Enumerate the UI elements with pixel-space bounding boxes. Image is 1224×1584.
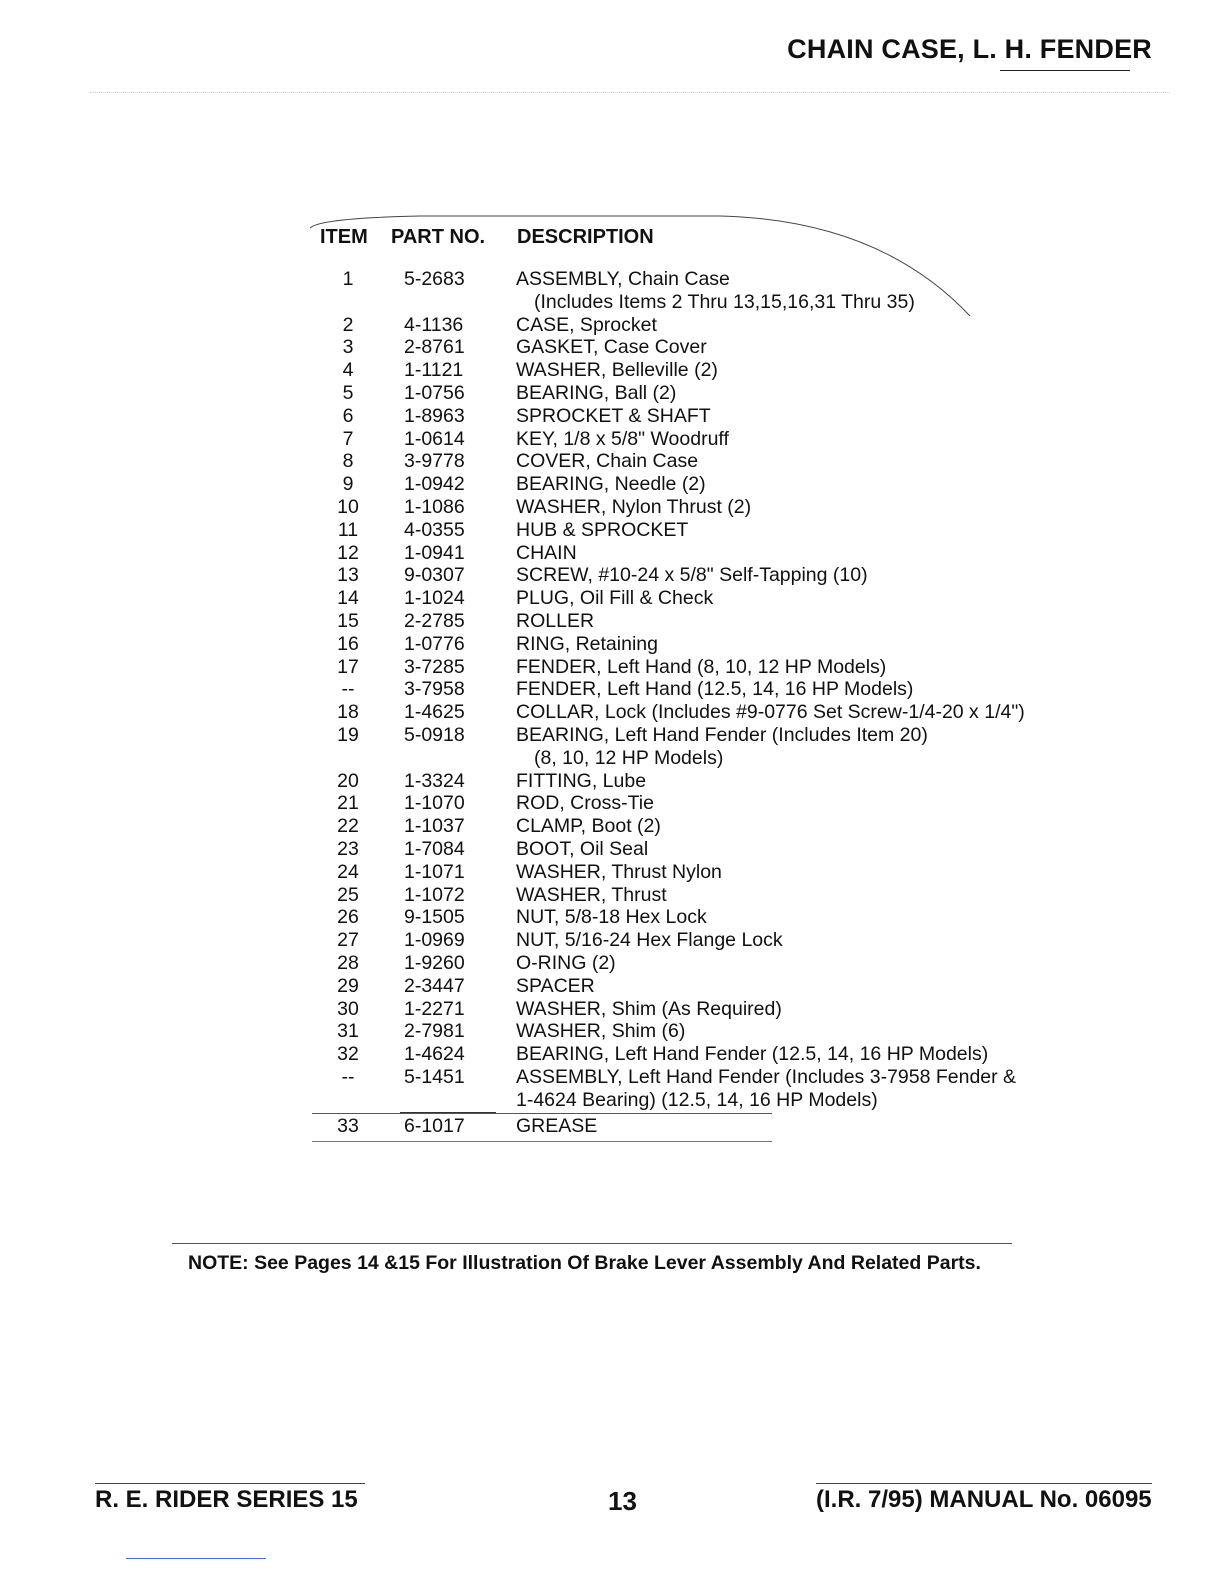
part-description-block	[516, 450, 698, 473]
part-description: BEARING, Needle (2)	[516, 473, 706, 496]
item-number: 22	[337, 815, 359, 838]
part-number: 3-9778	[404, 450, 465, 473]
part-number: 1-0614	[404, 427, 465, 450]
part-description-block	[516, 975, 595, 998]
footer-right-rule	[816, 1483, 1152, 1484]
part-description: ROD, Cross-Tie	[516, 792, 654, 815]
table-row	[312, 450, 1052, 473]
part-number: 5-1451	[404, 1065, 465, 1088]
part-description-continuation: (8, 10, 12 HP Models)	[534, 746, 724, 769]
part-description: SCREW, #10-24 x 5/8" Self-Tapping (10)	[516, 564, 868, 587]
part-description: FENDER, Left Hand (8, 10, 12 HP Models)	[516, 655, 887, 678]
table-row	[312, 1066, 1052, 1112]
part-description: GASKET, Case Cover	[516, 336, 707, 359]
table-row	[312, 792, 1052, 815]
table-row	[312, 633, 1052, 656]
part-number: 9-0307	[404, 564, 465, 587]
part-number: 3-7958	[404, 678, 465, 701]
part-description-block	[516, 473, 706, 496]
part-description: O-RING (2)	[516, 951, 616, 974]
table-row	[312, 861, 1052, 884]
part-description: BEARING, Ball (2)	[516, 381, 677, 404]
part-description-block	[516, 701, 1025, 724]
part-description-block	[516, 587, 713, 610]
part-description: COVER, Chain Case	[516, 450, 699, 473]
part-description-block	[516, 656, 886, 679]
table-row	[312, 929, 1052, 952]
part-description: SPACER	[516, 974, 595, 997]
part-description: BOOT, Oil Seal	[516, 837, 649, 860]
item-number: 17	[337, 655, 359, 678]
part-description: COLLAR, Lock (Includes #9-0776 Set Screw-1/4-20 x 1/4")	[516, 701, 1025, 724]
table-row	[312, 701, 1052, 724]
part-description: RING, Retaining	[516, 632, 658, 655]
part-number: 9-1505	[404, 906, 465, 929]
item-number: 30	[337, 997, 359, 1020]
item-number: 1	[342, 268, 354, 290]
part-number: 4-0355	[404, 518, 465, 541]
part-description-block	[516, 678, 913, 701]
part-number: 2-7981	[404, 1020, 465, 1043]
part-number: 2-8761	[404, 336, 465, 359]
item-number: 12	[337, 541, 359, 564]
part-number: 1-8963	[404, 404, 465, 427]
part-description: ROLLER	[516, 609, 595, 632]
footer-series-label: R. E. RIDER SERIES 15	[95, 1486, 358, 1513]
part-description-continuation: 1-4624 Bearing) (12.5, 14, 16 HP Models)	[516, 1088, 878, 1111]
part-description-block	[516, 929, 783, 952]
item-number: 14	[337, 587, 359, 610]
part-number: 1-1070	[404, 792, 465, 815]
part-description: SPROCKET & SHAFT	[516, 404, 711, 427]
part-description-block	[516, 359, 718, 382]
item-number: 31	[337, 1020, 359, 1043]
part-description-block	[516, 815, 661, 838]
table-row	[312, 998, 1052, 1021]
part-description: ASSEMBLY, Chain Case	[516, 268, 730, 290]
table-row	[312, 542, 1052, 565]
part-number: 3-7285	[404, 655, 465, 678]
table-row	[312, 496, 1052, 519]
table-row	[312, 405, 1052, 428]
part-number: 1-4625	[404, 701, 465, 724]
part-description-block	[516, 519, 688, 542]
item-number: 4	[342, 359, 354, 382]
part-number: 1-2271	[404, 997, 465, 1020]
item-number: 20	[337, 769, 359, 792]
table-row	[312, 838, 1052, 861]
table-row	[312, 1043, 1052, 1066]
part-number: 2-3447	[404, 974, 465, 997]
table-row	[312, 610, 1052, 633]
part-description: FITTING, Lube	[516, 769, 647, 792]
item-number: 27	[337, 929, 359, 952]
parts-table	[312, 222, 1052, 1138]
part-description: CLAMP, Boot (2)	[516, 815, 661, 838]
item-number: 25	[337, 883, 359, 906]
part-description: WASHER, Thrust	[516, 883, 667, 906]
item-number: --	[341, 1065, 355, 1088]
column-header-description: DESCRIPTION	[517, 226, 654, 248]
column-header-part-no: PART NO.	[391, 226, 486, 248]
item-number: 21	[337, 792, 359, 815]
part-description-block	[516, 1043, 988, 1066]
part-description-block	[516, 952, 616, 975]
part-number: 1-1072	[404, 883, 465, 906]
table-row	[312, 473, 1052, 496]
table-row	[312, 975, 1052, 998]
part-description-block	[516, 861, 722, 884]
part-description-block	[516, 724, 928, 770]
part-description-block	[516, 633, 658, 656]
part-number: 1-1024	[404, 587, 465, 610]
part-number: 1-1071	[404, 860, 465, 883]
part-description: WASHER, Shim (As Required)	[516, 997, 782, 1020]
table-row	[312, 336, 1052, 359]
part-description-block	[516, 1020, 685, 1043]
table-row	[312, 724, 1052, 770]
part-number: 1-0756	[404, 381, 465, 404]
item-number: 23	[337, 837, 359, 860]
item-number: 19	[337, 723, 359, 746]
footer-left-rule	[95, 1483, 365, 1484]
part-number: 5-0918	[404, 723, 465, 746]
item-number: --	[341, 678, 355, 701]
part-description-block	[516, 998, 782, 1021]
table-row	[312, 268, 1052, 314]
table-row	[312, 770, 1052, 793]
table-row	[312, 656, 1052, 679]
part-number: 1-0942	[404, 473, 465, 496]
table-row	[312, 428, 1052, 451]
part-description: KEY, 1/8 x 5/8" Woodruff	[516, 427, 729, 450]
item-number: 8	[342, 450, 354, 473]
part-description-block	[516, 770, 646, 793]
part-description-block	[516, 838, 648, 861]
part-number: 2-2785	[404, 609, 465, 632]
item-number: 15	[337, 609, 359, 632]
item-number: 6	[342, 404, 354, 427]
grease-top-rule	[312, 1113, 772, 1114]
header-underline	[1000, 70, 1130, 71]
part-description: WASHER, Belleville (2)	[516, 359, 718, 382]
part-description: ASSEMBLY, Left Hand Fender (Includes 3-7958 Fender &	[516, 1065, 1017, 1088]
item-number: 9	[342, 473, 354, 496]
item-number: 33	[337, 1115, 359, 1138]
table-row	[312, 952, 1052, 975]
part-number: 5-2683	[404, 268, 465, 290]
part-description: BEARING, Left Hand Fender (12.5, 14, 16 HP Models)	[516, 1043, 989, 1066]
item-number: 5	[342, 381, 354, 404]
item-number: 28	[337, 951, 359, 974]
part-description: HUB & SPROCKET	[516, 518, 689, 541]
part-number: 1-0776	[404, 632, 465, 655]
item-number: 3	[342, 336, 354, 359]
part-number: 6-1017	[404, 1115, 465, 1138]
table-row	[312, 564, 1052, 587]
part-number: 4-1136	[404, 313, 464, 336]
table-row	[312, 359, 1052, 382]
table-row	[312, 587, 1052, 610]
footer-manual-number: (I.R. 7/95) MANUAL No. 06095	[816, 1486, 1152, 1513]
part-description-continuation: (Includes Items 2 Thru 13,15,16,31 Thru 35)	[534, 290, 915, 313]
scan-artifact-blue-line	[126, 1558, 266, 1559]
item-number: 7	[342, 427, 354, 450]
part-number: 1-0969	[404, 929, 465, 952]
part-description-block	[516, 336, 707, 359]
part-number: 1-4624	[404, 1043, 465, 1066]
scan-artifact-line	[90, 92, 1170, 93]
table-row	[312, 382, 1052, 405]
item-number: 10	[337, 495, 359, 518]
item-number: 18	[337, 701, 359, 724]
parts-list	[312, 268, 1052, 1111]
page-number: 13	[608, 1486, 637, 1516]
part-description-block	[516, 382, 676, 405]
part-description-block	[516, 542, 577, 565]
part-description-block	[516, 884, 667, 907]
table-header-row	[312, 222, 1052, 258]
part-number: 1-9260	[404, 951, 465, 974]
item-number: 16	[337, 632, 359, 655]
table-row	[312, 678, 1052, 701]
part-number: 1-7084	[404, 837, 465, 860]
part-description-block	[516, 405, 711, 428]
part-description: BEARING, Left Hand Fender (Includes Item 20)	[516, 723, 928, 746]
note-divider	[172, 1243, 1012, 1244]
part-description-block	[516, 314, 657, 337]
part-description: WASHER, Nylon Thrust (2)	[516, 495, 752, 518]
part-description-block	[516, 268, 915, 314]
part-description: WASHER, Thrust Nylon	[516, 860, 722, 883]
item-number: 32	[337, 1043, 359, 1066]
part-description: WASHER, Shim (6)	[516, 1020, 686, 1043]
part-description-block	[516, 564, 868, 587]
table-row	[312, 1020, 1052, 1043]
part-description-block	[516, 1066, 1016, 1112]
item-number: 11	[337, 518, 359, 541]
part-number: 1-1037	[404, 815, 465, 838]
part-description-block	[516, 428, 729, 451]
item-number: 26	[337, 906, 359, 929]
part-description-block	[516, 496, 751, 519]
item-number: 2	[342, 313, 354, 336]
part-description: NUT, 5/16-24 Hex Flange Lock	[516, 929, 783, 952]
part-description-block	[516, 610, 594, 633]
part-number: 1-0941	[404, 541, 465, 564]
page-note: NOTE: See Pages 14 &15 For Illustration Of Brake Lever Assembly And Related Parts.	[188, 1252, 981, 1274]
part-description: CASE, Sprocket	[516, 313, 657, 336]
part-number: 1-3324	[404, 769, 465, 792]
item-number: 13	[337, 564, 359, 587]
item-number: 29	[337, 974, 359, 997]
table-row	[312, 815, 1052, 838]
grease-bottom-rule	[312, 1141, 772, 1142]
table-row	[312, 314, 1052, 337]
part-number: 1-1121	[404, 359, 464, 382]
table-row	[312, 884, 1052, 907]
part-description: PLUG, Oil Fill & Check	[516, 587, 714, 610]
table-row-grease	[312, 1115, 1052, 1138]
page-title: CHAIN CASE, L. H. FENDER	[787, 34, 1152, 64]
part-description-block	[516, 792, 654, 815]
part-description: NUT, 5/8-18 Hex Lock	[516, 906, 707, 929]
part-number: 1-1086	[404, 495, 465, 518]
table-row	[312, 519, 1052, 542]
part-description: CHAIN	[516, 541, 577, 564]
part-description-block	[516, 906, 707, 929]
table-row	[312, 906, 1052, 929]
part-description: FENDER, Left Hand (12.5, 14, 16 HP Models)	[516, 678, 914, 701]
part-description: GREASE	[516, 1115, 598, 1138]
column-header-item: ITEM	[320, 226, 368, 248]
item-number: 24	[337, 860, 359, 883]
